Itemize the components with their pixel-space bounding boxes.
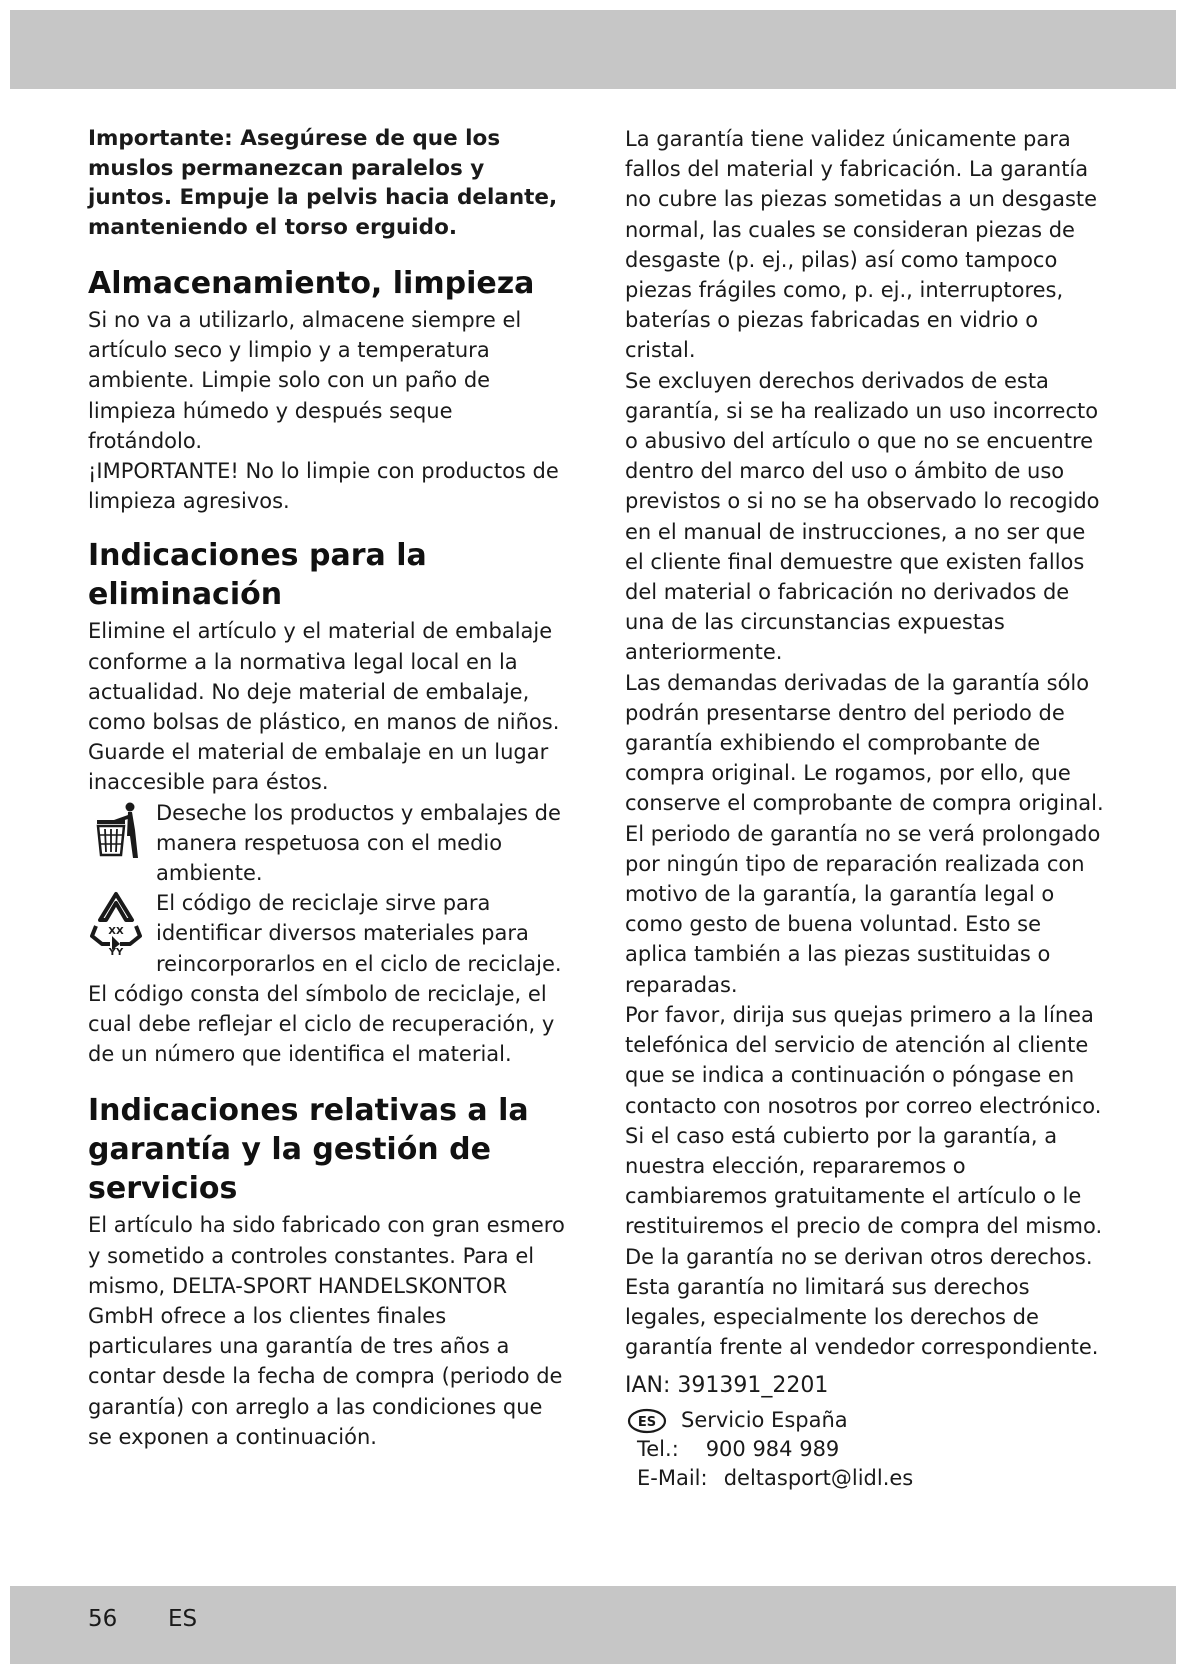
- warranty-text: El artículo ha sido fabricado con gran esmero y sometido a controles constantes. Para el mismo, DELTA-SPORT HANDELSKONTOR GmbH ofrece a los clientes finales particulares una garantía de tres años a contar desde la fecha de compra (periodo de garantía) con arreglo a las condiciones que se exponen a continuación.: [88, 1213, 565, 1449]
- warranty-complaints-paragraph: Por favor, dirija sus quejas primero a la línea telefónica del servicio de atención al cliente que se indica a continuación o póngase en contacto con nosotros por correo electrónico. Si el caso está cubierto por la garantía, a nuestra elección, repararemos o cambiaremos gratuitamente el artículo o le restituiremos el precio de compra del mismo. De la garantía no se derivan otros derechos.: [625, 1002, 1103, 1269]
- warranty-exclusions-paragraph: Se excluyen derechos derivados de esta garantía, si se ha realizado un uso incorrecto o abusivo del artículo o que no se encuentre dentro del marco del uso o ámbito de uso previstos o si no se ha observado lo recogido en el manual de instrucciones, a no ser que el cliente final demuestre que existen fallos del material o fabricación no derivados de una de las circunstancias expuestas anteriormente.: [625, 368, 1100, 665]
- left-column: [88, 124, 568, 1452]
- disposal-heading: Indicaciones para la eliminación: [88, 538, 427, 613]
- ian-number: IAN: 391391_2201: [625, 1373, 829, 1399]
- service-name: Servicio España: [681, 1408, 848, 1433]
- right-column: [625, 124, 1105, 1493]
- storage-warning: ¡IMPORTANTE! No lo limpie con productos de limpieza agresivos.: [88, 459, 559, 514]
- recycle-note: [88, 888, 568, 979]
- page-number: 56: [88, 1606, 118, 1632]
- disposal-text: Elimine el artículo y el material de embalaje conforme a la normativa legal local en la actualidad. No deje material de embalaje, como bolsas de plástico, en manos de niños. Guarde el material de embalaje en un lugar inaccesible para éstos.: [88, 619, 560, 795]
- waste-bin-icon: [88, 798, 156, 864]
- phone-label: Tel.:: [637, 1437, 679, 1462]
- bin-note: [88, 798, 568, 889]
- email-label: E-Mail:: [637, 1466, 708, 1491]
- spain-badge-icon: [627, 1408, 667, 1434]
- recycle-text: El código de reciclaje sirve para identificar diversos materiales para reincorporarlos en el ciclo de reciclaje.: [156, 891, 562, 976]
- service-line: [625, 1406, 1105, 1435]
- header-band: [10, 10, 1176, 89]
- recycle-icon: [88, 888, 156, 960]
- important-note: Importante: Asegúrese de que los muslos permanezcan paralelos y juntos. Empuje la pelvis hacia delante, manteniendo el torso erguido.: [88, 126, 558, 240]
- spain-badge-label: ES: [637, 1414, 657, 1430]
- phone-number[interactable]: 900 984 989: [705, 1437, 840, 1462]
- bin-text: Deseche los productos y embalajes de manera respetuosa con el medio ambiente.: [156, 800, 561, 886]
- recycle-icon-bottom-label: YY: [108, 947, 124, 957]
- phone-line: [625, 1435, 1105, 1464]
- email-address[interactable]: deltasport@lidl.es: [723, 1466, 914, 1491]
- recycle-icon-top-label: XX: [108, 926, 124, 938]
- language-code: ES: [168, 1606, 198, 1632]
- warranty-heading: Indicaciones relativas a la garantía y la gestión de servicios: [88, 1093, 529, 1207]
- warranty-validity-paragraph: La garantía tiene validez únicamente para fallos del material y fabricación. La garantía no cubre las piezas sometidas a un desgaste normal, las cuales se consideran piezas de desgaste (p. ej., pilas) así como tampoco piezas frágiles como, p. ej., interruptores, baterías o piezas fabricadas en vidrio o cristal.: [625, 127, 1098, 363]
- warranty-claims-paragraph: Las demandas derivadas de la garantía sólo podrán presentarse dentro del periodo de garantía exhibiendo el comprobante de compra original. Le rogamos, por ello, que conserve el comprobante de compra original. El periodo de garantía no se verá prolongado por ningún tipo de reparación realizada con motivo de la garantía, la garantía legal o como gesto de buena voluntad. Esto se aplica también a las piezas sustituidas o reparadas.: [625, 670, 1104, 997]
- email-line: [625, 1464, 1105, 1493]
- warranty-legal-rights-paragraph: Esta garantía no limitará sus derechos legales, especialmente los derechos de garantía frente al vendedor correspondiente.: [625, 1274, 1099, 1360]
- recycle-code-text: El código consta del símbolo de reciclaje, el cual debe reflejar el ciclo de recuperación, y de un número que identifica el material.: [88, 981, 555, 1067]
- storage-text: Si no va a utilizarlo, almacene siempre el artículo seco y limpio y a temperatura ambiente. Limpie solo con un paño de limpieza húmedo y después seque frotándolo.: [88, 308, 522, 453]
- storage-heading: Almacenamiento, limpieza: [88, 266, 535, 301]
